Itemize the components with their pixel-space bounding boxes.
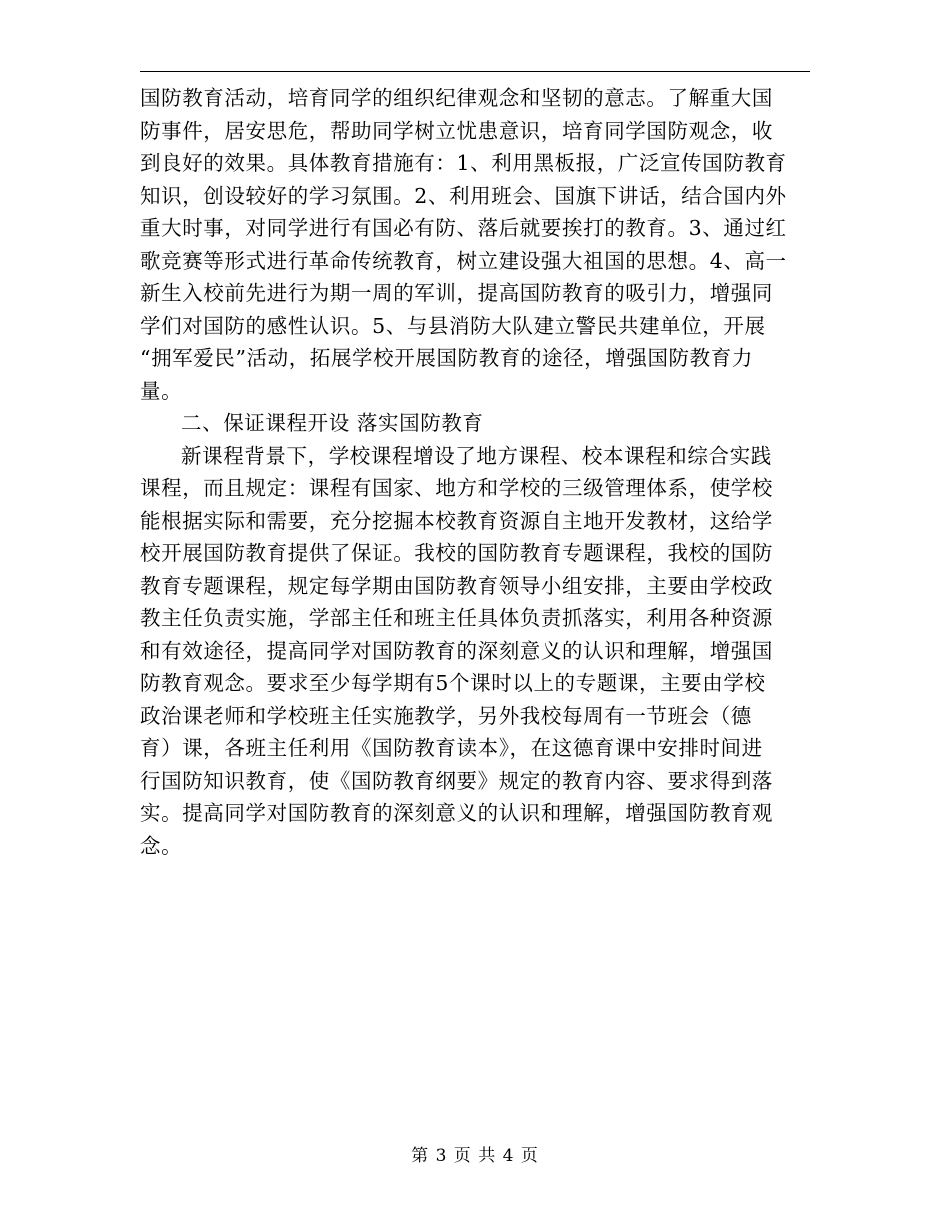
text-line: 课程，而且规定：课程有国家、地方和学校的三级管理体系，使学校	[140, 476, 773, 500]
text-line: 国防教育活动，培育同学的组织纪律观念和坚韧的意志。了解重大国	[140, 86, 773, 110]
text-line: 知识，创设较好的学习氛围。2、利用班会、国旗下讲话，结合国内外	[140, 183, 787, 208]
text-line: 新课程背景下，学校课程增设了地方课程、校本课程和综合实践	[181, 443, 772, 468]
text-line: 念。	[140, 833, 183, 858]
paragraph-1	[140, 82, 810, 407]
text-line: 防事件，居安思危，帮助同学树立忧患意识，培育同学国防观念，收	[140, 118, 773, 143]
paragraph-2	[140, 440, 810, 863]
text-line: 新生入校前先进行为期一周的军训，提高国防教育的吸引力，增强同	[140, 281, 773, 305]
section-heading: 二、保证课程开设 落实国防教育	[181, 411, 484, 435]
text-line: 能根据实际和需要，充分挖掘本校教育资源自主地开发教材，这给学	[140, 508, 773, 533]
text-line: 校开展国防教育提供了保证。我校的国防教育专题课程，我校的国防	[140, 541, 773, 565]
page-number-footer: 第 3 页 共 4 页	[411, 1146, 539, 1166]
body-text	[140, 82, 810, 862]
text-line: 和有效途径，提高同学对国防教育的深刻意义的认识和理解，增强国	[140, 638, 773, 663]
text-line: “拥军爱民”活动，拓展学校开展国防教育的途径，增强国防教育力	[140, 346, 753, 370]
text-line: 到良好的效果。具体教育措施有：1、利用黑板报，广泛宣传国防教育	[140, 151, 787, 175]
text-line: 行国防知识教育，使《国防教育纲要》规定的教育内容、要求得到落	[140, 768, 773, 793]
text-line: 重大时事，对同学进行有国必有防、落后就要挨打的教育。3、通过红	[140, 216, 787, 240]
text-line: 教育专题课程，规定每学期由国防教育领导小组安排，主要由学校政	[140, 573, 773, 598]
text-line: 量。	[140, 378, 183, 403]
header-rule	[140, 71, 810, 72]
text-line: 学们对国防的感性认识。5、与县消防大队建立警民共建单位，开展	[140, 313, 766, 338]
text-line: 育）课，各班主任利用《国防教育读本》，在这德育课中安排时间进	[140, 736, 763, 760]
text-line: 政治课老师和学校班主任实施教学，另外我校每周有一节班会（德	[140, 703, 752, 728]
text-line: 歌竞赛等形式进行革命传统教育，树立建设强大祖国的思想。4、高一	[140, 248, 787, 273]
text-line: 实。提高同学对国防教育的深刻意义的认识和理解，增强国防教育观	[140, 801, 773, 825]
text-line: 防教育观念。要求至少每学期有5个课时以上的专题课，主要由学校	[140, 671, 766, 695]
text-line: 教主任负责实施，学部主任和班主任具体负责抓落实，利用各种资源	[140, 606, 773, 630]
